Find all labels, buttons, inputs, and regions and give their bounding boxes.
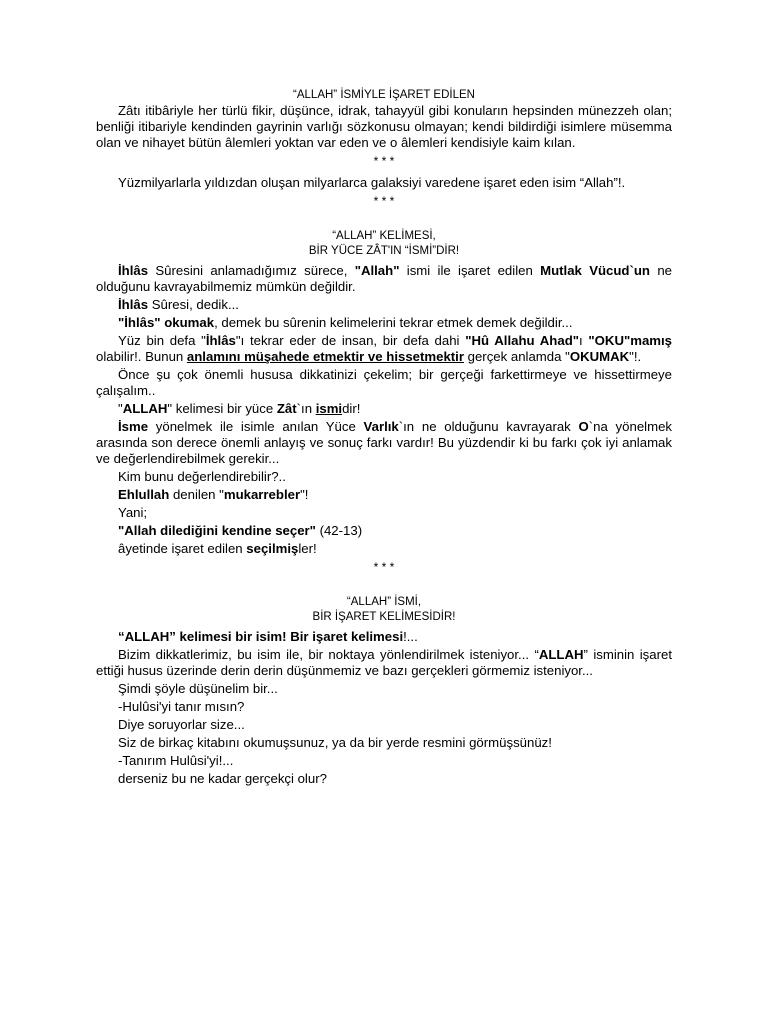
paragraph: derseniz bu ne kadar gerçekçi olur? [118,771,327,786]
paragraph: Ehlullah denilen "mukarrebler"! [118,487,309,502]
separator-stars: * * * [373,560,395,574]
paragraph: Yüz bin defa "İhlâs"ı tekrar eder de insan, bir defa dahi "Hû Allahu Ahad"ı "OKU"mamış olabilir!. Bunun anlamını müşahede etmektir ve hissetmektir gerçek anlamda "OKUMAK"!. [96,333,673,364]
section-heading: “ALLAH” İSMİ, [346,596,422,608]
paragraph: "İhlâs" okumak, demek bu sûrenin kelimelerini tekrar etmek demek değildir... [118,315,573,330]
paragraph: İhlâs Sûresini anlamadığımız sürece, "Allah" ismi ile işaret edilen Mutlak Vücud`un ne olduğunu kavrayabilmemiz mümkün değildir. [96,263,672,294]
paragraph: İsme yönelmek ile isimle anılan Yüce Varlık`ın ne olduğunu kavrayarak O`na yönelmek arasında son derece önemli anlayış ve sonuç farkı vardır! Bu yüzdendir ki bu farkı çok iyi anlamak ve değerlendirebilmek gerekir... [96,419,672,466]
paragraph: Önce şu çok önemli hususa dikkatinizi çekelim; bir gerçeği farkettirmeye ve hissettirmeye çalışalım.. [96,367,672,398]
section-heading: “ALLAH” İSMİYLE İŞARET EDİLEN [293,89,475,101]
paragraph: “ALLAH” kelimesi bir isim! Bir işaret kelimesi!... [118,629,418,644]
paragraph: "ALLAH" kelimesi bir yüce Zât`ın ismidir! [118,401,361,416]
paragraph: Diye soruyorlar size... [118,717,245,732]
separator-stars: * * * [373,154,395,168]
paragraph: Kim bunu değerlendirebilir?.. [118,469,286,484]
paragraph: "Allah dilediğini kendine seçer" (42-13) [118,523,363,538]
section-heading: BİR İŞARET KELİMESİDİR! [312,611,456,623]
separator-stars: * * * [373,194,395,208]
paragraph: Yani; [118,505,148,520]
paragraph: Zâtı itibâriyle her türlü fikir, düşünce, idrak, tahayyül gibi konuların hepsinden münezzeh olan; benliği itibariyle kendinden gayrinin varlığı sözkonusu olmayan; kendi bildirdiği isimlere müsemma olan ve nihayet bütün âlemleri yoktan var eden ve o âlemleri kendisiyle kaim kılan. [96,103,672,150]
paragraph: Yüzmilyarlarla yıldızdan oluşan milyarlarca galaksiyi varedene işaret eden isim “Allah”!. [118,175,626,190]
paragraph: -Tanırım Hulûsi'yi!... [118,753,234,768]
paragraph: âyetinde işaret edilen seçilmişler! [118,541,317,556]
paragraph: İhlâs Sûresi, dedik... [118,297,239,312]
section-heading: “ALLAH” KELİMESİ, [332,230,436,242]
paragraph: Şimdi şöyle düşünelim bir... [118,681,278,696]
paragraph: Bizim dikkatlerimiz, bu isim ile, bir noktaya yönlendirilmek isteniyor... “ALLAH” isminin işaret ettiği husus üzerinde derin derin düşünmemiz ve bazı gerçekleri görmemiz isteniyor... [96,647,672,678]
section-heading: BİR YÜCE ZÂT'IN “İSMİ”DİR! [308,245,460,257]
paragraph: Siz de birkaç kitabını okumuşsunuz, ya da bir yerde resmini görmüşsünüz! [118,735,552,750]
paragraph: -Hulûsi'yi tanır mısın? [118,699,245,714]
